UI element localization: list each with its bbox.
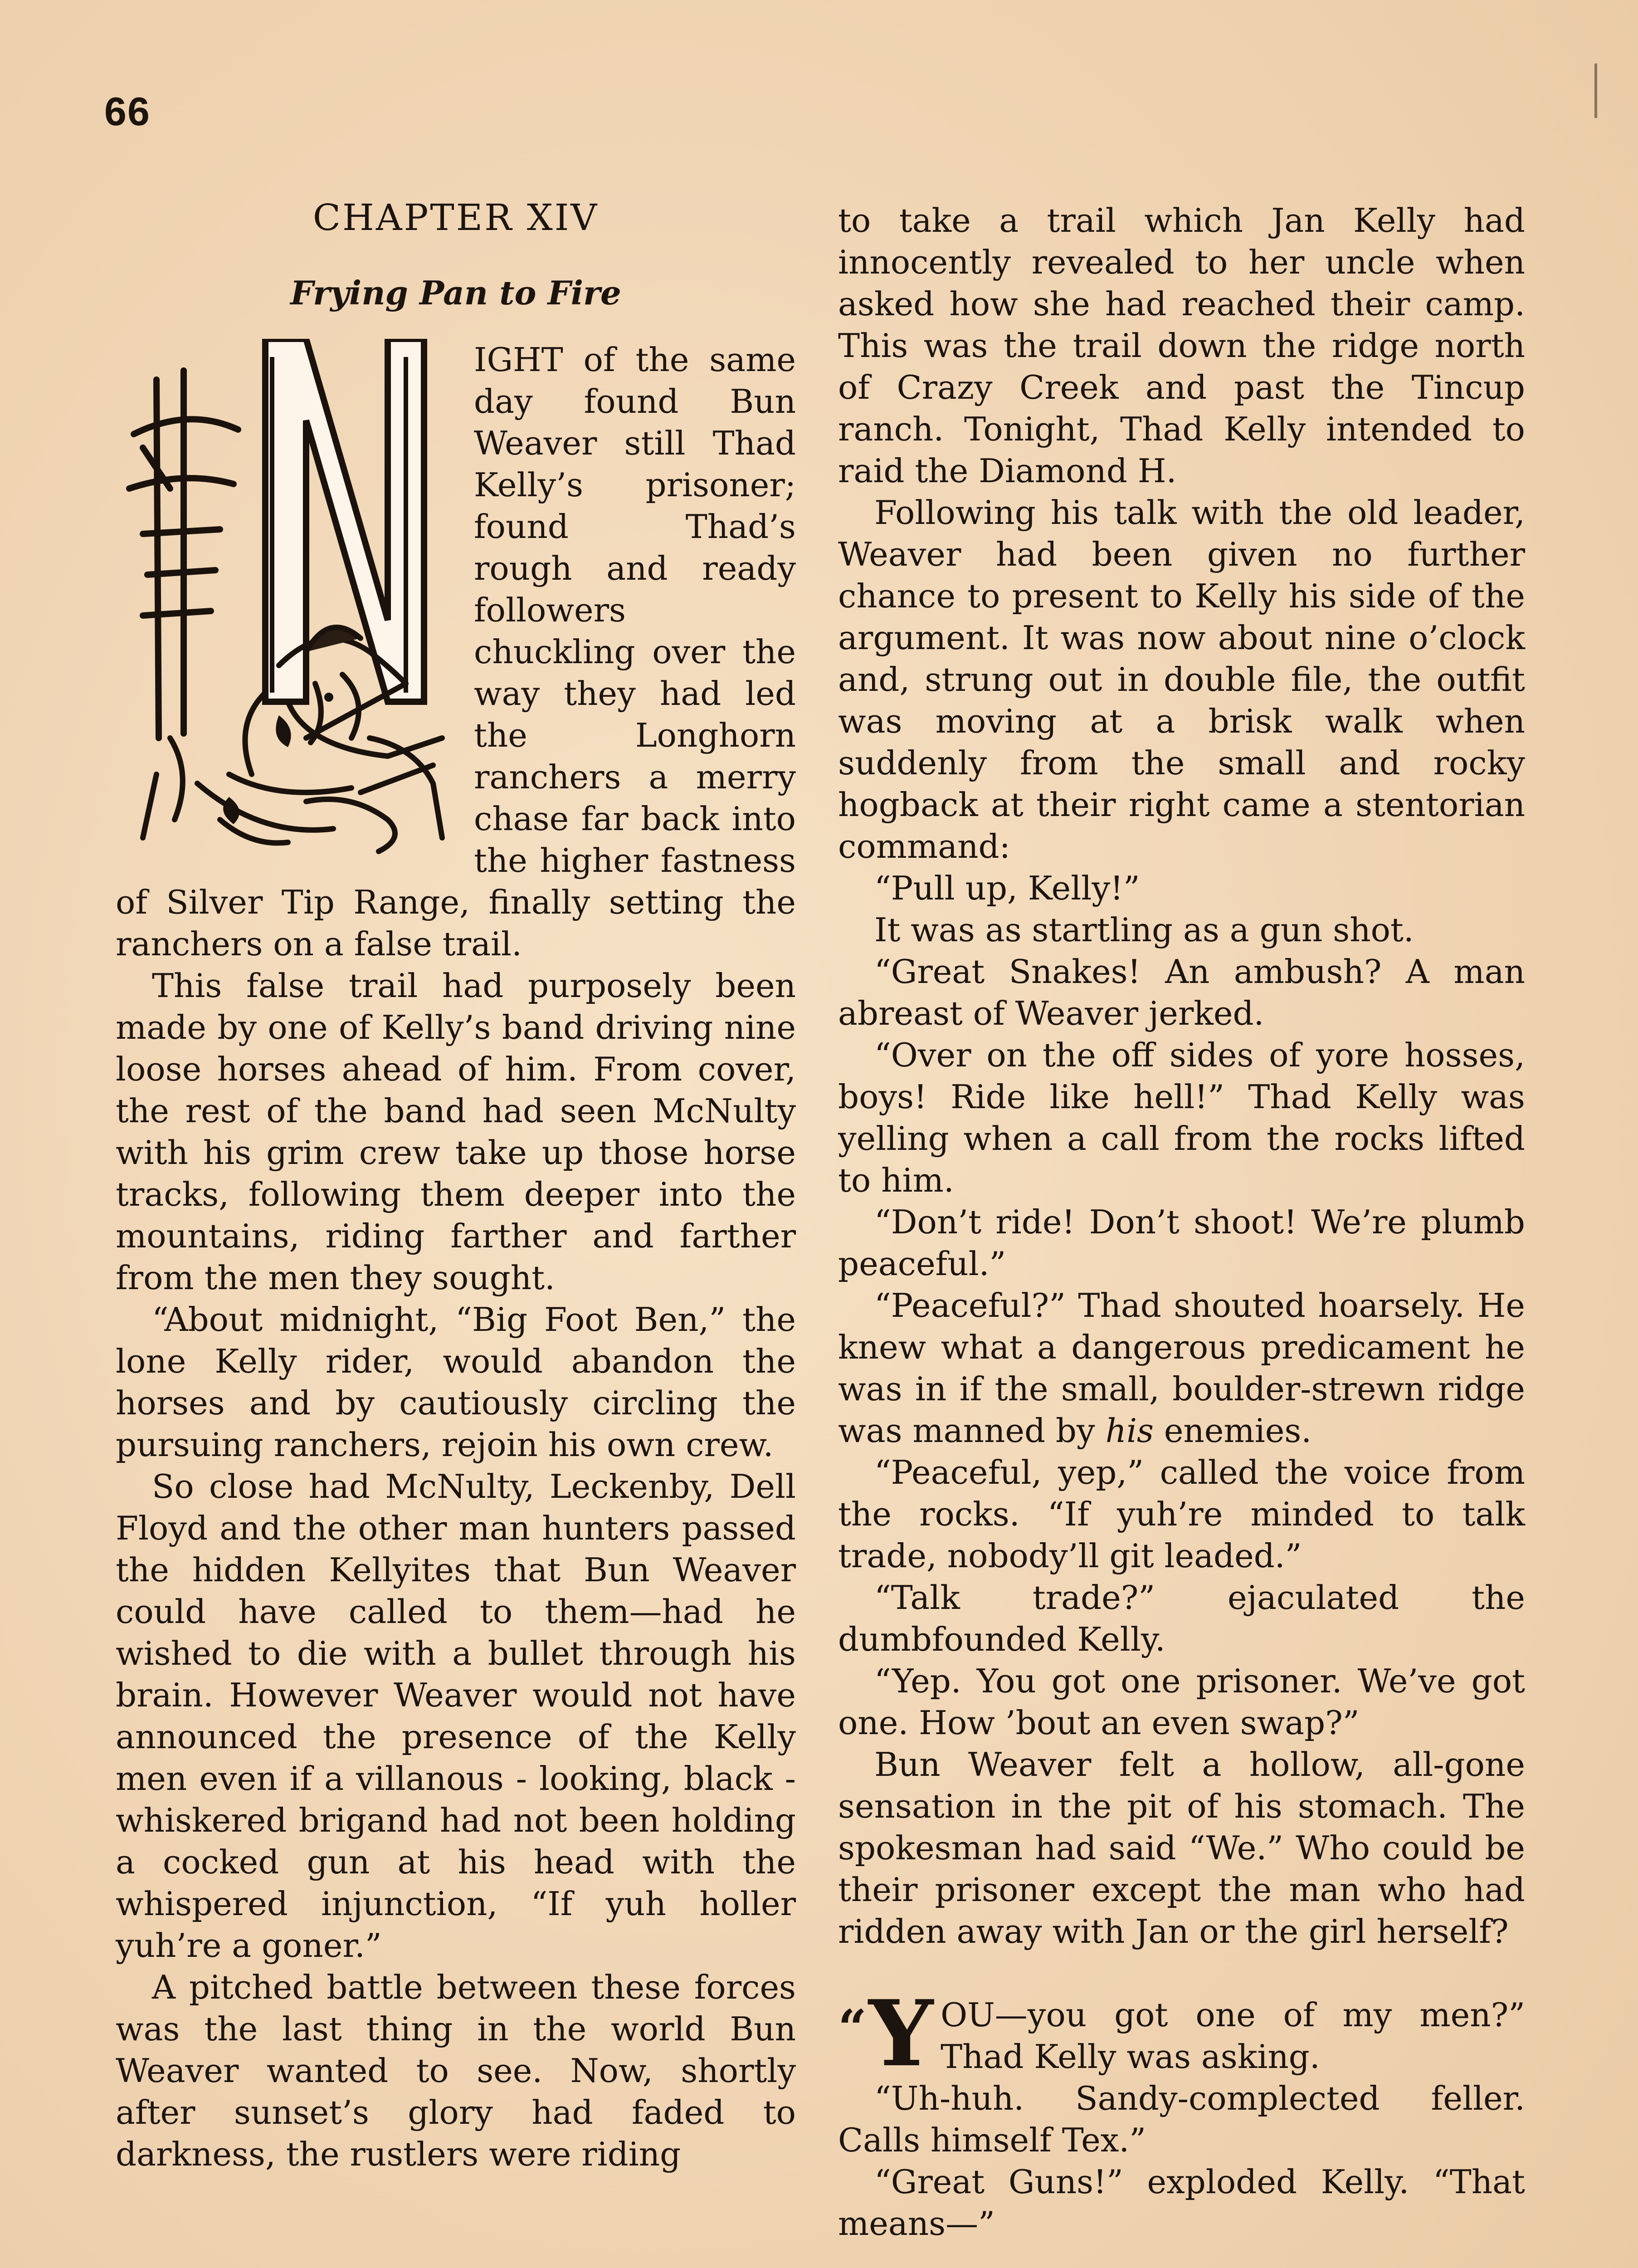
- left-column: [116, 195, 796, 2175]
- paragraph: It was as startling as a gun shot.: [874, 911, 1414, 949]
- paragraph: So close had McNulty, Leckenby, Dell Floyd and the other man hunters passed the hidden Kellyites that Bun Weaver could have called to them—had he wished to die with a bullet through his brain. However Weaver would not have announced the presence of the Kelly men even if a villanous - looking, black - whiskered brigand had not been holding a cocked gun at his head with the whispered injunction, “If yuh holler yuh’re a goner.”: [116, 1467, 796, 1965]
- paragraph: [838, 1285, 1525, 1452]
- right-column: [838, 200, 1525, 2244]
- chapter-title: CHAPTER XIV: [312, 196, 599, 239]
- paragraph: A pitched battle between these forces was the last thing in the world Bun Weaver wanted to see. Now, shortly after sunset’s glory had faded to darkness, the rustlers were riding: [116, 1968, 796, 2173]
- chapter-subtitle: Frying Pan to Fire: [290, 274, 621, 312]
- opening-paragraph: IGHT of the same day found Bun Weaver still Thad Kelly’s prisoner; found Thad’s rough and ready followers chuckling over the way they had led the Longhorn ranchers a merry chase far back into the higher fastness of Silver Tip Range, finally setting the ranchers on a false trail.: [116, 341, 796, 963]
- paragraph: to take a trail which Jan Kelly had innocently revealed to her uncle when asked how she had reached their camp. This was the trail down the ridge north of Crazy Creek and past the Tincup ranch. Tonight, Thad Kelly intended to raid the Diamond H.: [838, 201, 1525, 490]
- emphasis: his: [1105, 1412, 1154, 1450]
- paragraph: “Over on the off sides of yore hosses, boys! Ride like hell!” Thad Kelly was yelling when a call from the rocks lifted to him.: [838, 1036, 1525, 1199]
- paragraph: “Uh-huh. Sandy-complected feller. Calls himself Tex.”: [838, 2079, 1525, 2159]
- paragraph: This false trail had purposely been made by one of Kelly’s band driving nine loose horses ahead of him. From cover, the rest of the band had seen McNulty with his grim crew take up those horse tracks, following them deeper into the mountains, riding farther and farther from the men they sought.: [116, 967, 796, 1297]
- paragraph: “Talk trade?” ejaculated the dumbfounded Kelly.: [838, 1579, 1525, 1658]
- section-gap: [838, 1952, 1525, 1994]
- opening-quote-mark: “: [838, 1999, 867, 2057]
- paragraph: “Great Snakes! An ambush? A man abreast of Weaver jerked.: [838, 953, 1525, 1032]
- section-opener: [838, 1980, 1525, 2087]
- text-run: OU—you got one of my men?” Thad Kelly was asking.: [941, 1996, 1525, 2076]
- paragraph: “Yep. You got one prisoner. We’ve got one. How ’bout an even swap?”: [838, 1662, 1525, 1742]
- paragraph: “Pull up, Kelly!”: [874, 869, 1140, 907]
- dropcap-letter-N: [265, 339, 424, 702]
- page-number: 66: [104, 89, 151, 134]
- paragraph: “Great Guns!” exploded Kelly. “That means—”: [838, 2163, 1525, 2243]
- paragraph: “Don’t ride! Don’t shoot! We’re plumb peaceful.”: [838, 1203, 1525, 1283]
- cowboy-illustration-svg: [116, 339, 460, 870]
- paragraph: “Peaceful, yep,” called the voice from the rocks. “If yuh’re minded to talk trade, nobody’ll git leaded.”: [838, 1453, 1525, 1575]
- text-run: enemies.: [1153, 1412, 1312, 1450]
- margin-mark: [1594, 64, 1606, 118]
- paragraph: Bun Weaver felt a hollow, all-gone sensation in the pit of his stomach. The spokesman had said “We.” Who could be their prisoner except the man who had ridden away with Jan or the girl herself?: [838, 1745, 1525, 1950]
- paragraph: Following his talk with the old leader, Weaver had been given no further chance to present to Kelly his side of the argument. It was now about nine o’clock and, strung out in double file, the outfit was moving at a brisk walk when suddenly from the small and rocky hogback at their right came a stentorian command:: [838, 494, 1525, 865]
- text-run: “Peaceful?” Thad shouted hoarsely. He knew what a dangerous predicament he was in if the small, boulder-strewn ridge was manned by: [838, 1286, 1525, 1450]
- dropcap-N-cowboy-illustration: [116, 339, 460, 870]
- dropcap-letter-Y: Y: [868, 1980, 934, 2087]
- paragraph: “About midnight, “Big Foot Ben,” the lone Kelly rider, would abandon the horses and by cautiously circling the pursuing ranchers, rejoin his own crew.: [116, 1300, 796, 1464]
